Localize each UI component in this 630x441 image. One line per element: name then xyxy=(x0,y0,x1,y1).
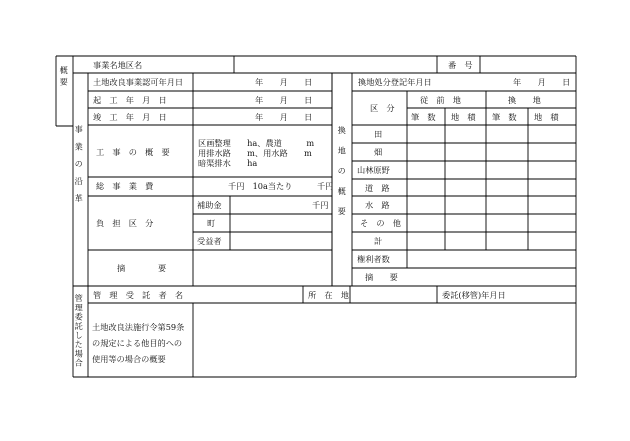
management-section-label: 管理委託した場合 xyxy=(74,294,85,368)
beneficiary-label: 受益者 xyxy=(197,236,222,246)
start-date-label: 起 工 年 月 日 xyxy=(93,95,167,105)
category-label: 区 分 xyxy=(370,103,395,113)
end-date-value: 年 月 日 xyxy=(255,112,313,122)
row-label: 山林原野 xyxy=(357,165,390,175)
town-label: 町 xyxy=(207,218,216,228)
row-label: 水 路 xyxy=(365,200,390,210)
registration-date-label: 換地処分登記年月日 xyxy=(358,77,432,87)
row-label: そ の 他 xyxy=(360,218,401,228)
registration-date-value: 年 月 日 xyxy=(513,77,571,87)
diversion-line: 土地改良法施行令第59条 xyxy=(92,322,185,332)
subsidy-label: 補助金 xyxy=(197,200,222,210)
sub-header: 地 積 xyxy=(451,112,476,122)
sub-header: 地 積 xyxy=(534,112,559,122)
end-date-label: 竣 工 年 月 日 xyxy=(93,112,167,122)
before-replotting-label: 従 前 地 xyxy=(420,95,461,105)
row-label: 田 xyxy=(374,129,383,139)
start-date-value: 年 月 日 xyxy=(255,95,313,105)
diversion-line: の規定による他目的への xyxy=(92,338,183,348)
sub-header: 筆 数 xyxy=(411,112,436,122)
approval-date-label: 土地改良事業認可年月日 xyxy=(93,77,184,87)
row-label: 権利者数 xyxy=(357,254,390,264)
burden-label: 負 担 区 分 xyxy=(96,218,154,228)
approval-date-value: 年 月 日 xyxy=(255,77,313,87)
row-label: 計 xyxy=(374,236,383,246)
work-summary-label: 工 事 の 概 要 xyxy=(96,147,170,157)
trust-date-label: 委託(移管)年月日 xyxy=(442,290,506,300)
project-area-name-label: 事業名地区名 xyxy=(93,60,143,70)
work-line: 暗渠排水 ha xyxy=(198,158,258,168)
history-section-label: 事業の沿革 xyxy=(74,125,85,211)
sub-header: 筆 数 xyxy=(492,112,517,122)
row-label: 畑 xyxy=(374,147,383,157)
overview-label: 概要 xyxy=(59,66,70,89)
number-label: 番 号 xyxy=(448,60,473,70)
trustee-name-label: 管 理 受 託 者 名 xyxy=(93,290,184,300)
total-cost-label: 総 事 業 費 xyxy=(96,181,154,191)
after-replotting-label: 換 地 xyxy=(508,95,541,105)
diversion-line: 使用等の場合の概要 xyxy=(92,354,166,364)
location-label: 所 在 地 xyxy=(308,290,349,300)
work-line: 用排水路 m、用水路 m xyxy=(198,148,312,158)
replotting-section-label: 換地の概要 xyxy=(337,126,348,227)
work-line: 区画整理 ha、農道 m xyxy=(198,138,315,148)
row-label: 摘 要 xyxy=(365,272,398,282)
notes-label: 摘 要 xyxy=(117,263,167,273)
row-label: 道 路 xyxy=(365,183,390,193)
subsidy-unit: 千円 xyxy=(312,200,329,210)
total-cost-units: 千円 10a当たり 千円 xyxy=(228,181,334,191)
